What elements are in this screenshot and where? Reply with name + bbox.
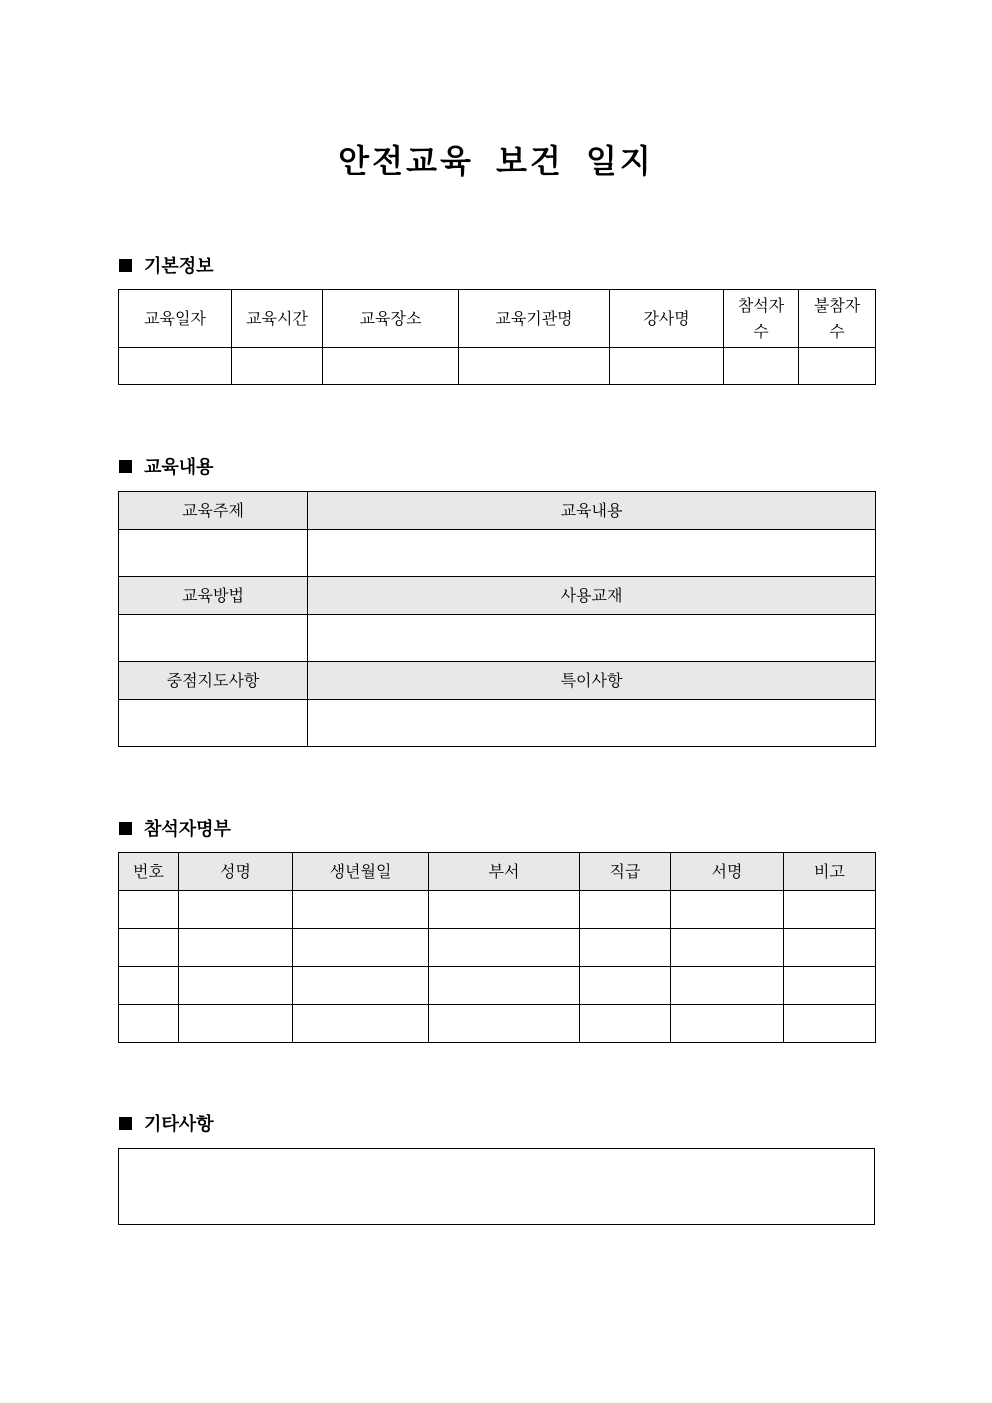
table-cell[interactable] (784, 891, 876, 929)
header-cell-absentees (799, 290, 876, 348)
header-cell-department: 부서 (429, 853, 580, 891)
input-cell-topic[interactable] (119, 530, 308, 577)
section-title: 참석자명부 (144, 819, 231, 840)
header-cell-signature: 서명 (671, 853, 784, 891)
table-cell[interactable] (179, 929, 293, 967)
table-cell[interactable] (119, 929, 179, 967)
header-cell-materials: 사용교재 (308, 577, 876, 615)
input-cell-institution[interactable] (459, 348, 610, 385)
square-bullet-icon (119, 259, 132, 272)
input-cell-content[interactable] (308, 530, 876, 577)
table-cell[interactable] (580, 891, 671, 929)
header-cell-attendees (724, 290, 799, 348)
table-cell[interactable] (784, 929, 876, 967)
header-line: 불참자 (813, 295, 861, 315)
table-header-row (119, 290, 876, 348)
header-cell-birthdate: 생년월일 (293, 853, 429, 891)
header-line: 수 (753, 321, 769, 341)
table-cell[interactable] (784, 1005, 876, 1043)
table-cell[interactable] (580, 1005, 671, 1043)
table-header-row (119, 492, 876, 530)
table-cell[interactable] (580, 929, 671, 967)
table-row (119, 615, 876, 662)
table-cell[interactable] (293, 929, 429, 967)
table-cell[interactable] (429, 967, 580, 1005)
table-header-row (119, 577, 876, 615)
square-bullet-icon (119, 822, 132, 835)
table-row (119, 348, 876, 385)
other-notes-box[interactable] (119, 1149, 875, 1225)
table-row (119, 891, 876, 929)
input-cell-key-guidance[interactable] (119, 700, 308, 747)
attendance-table (118, 852, 876, 1043)
table-row (119, 929, 876, 967)
header-cell-time: 교육시간 (232, 290, 323, 348)
section-title: 교육내용 (144, 457, 214, 478)
header-cell-date: 교육일자 (119, 290, 232, 348)
table-row (119, 1005, 876, 1043)
header-cell-place: 교육장소 (323, 290, 459, 348)
table-cell[interactable] (784, 967, 876, 1005)
table-cell[interactable] (293, 1005, 429, 1043)
section-heading-other (119, 1111, 214, 1135)
education-content-table (118, 491, 876, 747)
table-cell[interactable] (119, 891, 179, 929)
basic-info-table (118, 289, 876, 385)
page-title: 안전교육 보건 일지 (338, 142, 654, 180)
header-cell-number: 번호 (119, 853, 179, 891)
header-cell-content: 교육내용 (308, 492, 876, 530)
input-cell-method[interactable] (119, 615, 308, 662)
table-cell[interactable] (179, 891, 293, 929)
input-cell-remarks[interactable] (308, 700, 876, 747)
table-row (119, 1149, 875, 1225)
table-row (119, 530, 876, 577)
table-cell[interactable] (179, 967, 293, 1005)
table-cell[interactable] (293, 967, 429, 1005)
table-row (119, 700, 876, 747)
table-cell[interactable] (671, 929, 784, 967)
input-cell-absentees[interactable] (799, 348, 876, 385)
header-cell-key-guidance: 중점지도사항 (119, 662, 308, 700)
table-cell[interactable] (119, 967, 179, 1005)
table-cell[interactable] (580, 967, 671, 1005)
table-header-row (119, 662, 876, 700)
input-cell-time[interactable] (232, 348, 323, 385)
square-bullet-icon (119, 1117, 132, 1130)
header-cell-position: 직급 (580, 853, 671, 891)
input-cell-place[interactable] (323, 348, 459, 385)
header-line: 참석자 (737, 295, 785, 315)
table-cell[interactable] (671, 1005, 784, 1043)
header-cell-name: 성명 (179, 853, 293, 891)
section-heading-attendance (119, 816, 231, 840)
header-cell-remarks: 특이사항 (308, 662, 876, 700)
section-heading-content (119, 454, 214, 478)
header-cell-instructor: 강사명 (610, 290, 724, 348)
input-cell-attendees[interactable] (724, 348, 799, 385)
section-title: 기본정보 (144, 256, 214, 277)
table-cell[interactable] (429, 929, 580, 967)
table-row (119, 967, 876, 1005)
table-header-row (119, 853, 876, 891)
table-cell[interactable] (671, 967, 784, 1005)
input-cell-materials[interactable] (308, 615, 876, 662)
table-cell[interactable] (179, 1005, 293, 1043)
header-cell-note: 비고 (784, 853, 876, 891)
table-cell[interactable] (429, 1005, 580, 1043)
header-cell-topic: 교육주제 (119, 492, 308, 530)
input-cell-date[interactable] (119, 348, 232, 385)
table-cell[interactable] (119, 1005, 179, 1043)
header-line: 수 (829, 321, 845, 341)
table-cell[interactable] (429, 891, 580, 929)
table-cell[interactable] (671, 891, 784, 929)
section-heading-basic (119, 253, 214, 277)
header-cell-institution: 교육기관명 (459, 290, 610, 348)
square-bullet-icon (119, 460, 132, 473)
other-notes-table (118, 1148, 875, 1225)
header-cell-method: 교육방법 (119, 577, 308, 615)
table-cell[interactable] (293, 891, 429, 929)
section-title: 기타사항 (144, 1114, 214, 1135)
input-cell-instructor[interactable] (610, 348, 724, 385)
